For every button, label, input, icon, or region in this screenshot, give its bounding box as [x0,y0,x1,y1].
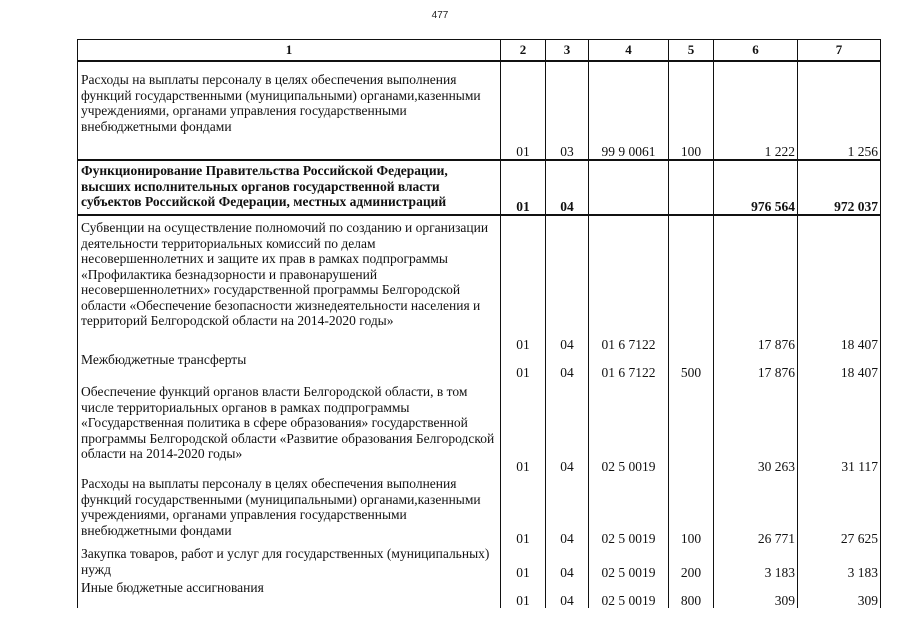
section-code: 01 [501,160,546,215]
table-row [78,215,881,352]
expense-type-code [669,380,714,474]
target-item-code: 01 6 7122 [589,215,669,352]
table-row [78,580,881,608]
section-code: 01 [501,580,546,608]
amount-year-1: 26 771 [714,474,798,546]
column-header-4: 4 [589,40,669,62]
table-row [78,61,881,160]
header-row [78,40,881,62]
table-row [78,474,881,546]
amount-year-2: 31 117 [798,380,881,474]
column-header-5: 5 [669,40,714,62]
subsection-code: 04 [546,580,589,608]
subsection-code: 04 [546,352,589,380]
subsection-code: 03 [546,61,589,160]
column-header-3: 3 [546,40,589,62]
amount-year-1: 1 222 [714,61,798,160]
expense-type-code [669,160,714,215]
row-name: Функционирование Правительства Российской Федерации, высших исполнительных органов государственной власти субъектов Российской Федерации, местных администраций [78,160,501,215]
expense-type-code [669,215,714,352]
section-code: 01 [501,546,546,580]
table-row [78,160,881,215]
target-item-code [589,160,669,215]
amount-year-2: 27 625 [798,474,881,546]
amount-year-2: 18 407 [798,352,881,380]
section-code: 01 [501,380,546,474]
section-code: 01 [501,352,546,380]
subsection-code: 04 [546,546,589,580]
target-item-code: 02 5 0019 [589,580,669,608]
amount-year-1: 17 876 [714,352,798,380]
column-header-2: 2 [501,40,546,62]
amount-year-1: 30 263 [714,380,798,474]
target-item-code: 02 5 0019 [589,474,669,546]
amount-year-1: 976 564 [714,160,798,215]
expense-type-code: 500 [669,352,714,380]
subsection-code: 04 [546,474,589,546]
row-name: Расходы на выплаты персоналу в целях обеспечения выполнения функций государственными (муниципальными) органами,казенными учреждениями, органами управления государственными внебюджетными фондами [78,61,501,160]
row-name: Закупка товаров, работ и услуг для государственных (муниципальных) нужд [78,546,501,580]
section-code: 01 [501,61,546,160]
target-item-code: 02 5 0019 [589,380,669,474]
amount-year-2: 972 037 [798,160,881,215]
table-row [78,380,881,474]
column-header-6: 6 [714,40,798,62]
amount-year-1: 309 [714,580,798,608]
row-name: Субвенции на осуществление полномочий по созданию и организации деятельности территориальных комиссий по делам несовершеннолетних и защите их прав в рамках подпрограммы «Профилактика безнадзорности и правонарушений несовершеннолетних» государственной программы Белгородской области «Обеспечение безопасности жизнедеятельности населения и территорий Белгородской области на 2014-2020 годы» [78,215,501,352]
amount-year-2: 18 407 [798,215,881,352]
page-number: 477 [431,10,449,21]
column-header-7: 7 [798,40,881,62]
target-item-code: 01 6 7122 [589,352,669,380]
amount-year-1: 3 183 [714,546,798,580]
target-item-code: 02 5 0019 [589,546,669,580]
target-item-code: 99 9 0061 [589,61,669,160]
subsection-code: 04 [546,215,589,352]
table-row [78,352,881,380]
expense-type-code: 200 [669,546,714,580]
table-row [78,546,881,580]
amount-year-2: 3 183 [798,546,881,580]
expense-type-code: 100 [669,61,714,160]
budget-table [77,39,881,608]
column-header-1: 1 [78,40,501,62]
row-name: Межбюджетные трансферты [78,352,501,380]
expense-type-code: 100 [669,474,714,546]
amount-year-2: 309 [798,580,881,608]
section-code: 01 [501,474,546,546]
subsection-code: 04 [546,160,589,215]
amount-year-2: 1 256 [798,61,881,160]
row-name: Расходы на выплаты персоналу в целях обеспечения выполнения функций государственными (муниципальными) органами,казенными учреждениями, органами управления государственными внебюджетными фондами [78,474,501,546]
row-name: Обеспечение функций органов власти Белгородской области, в том числе территориальных органов в рамках подпрограммы «Государственная политика в сфере образования» государственной программы Белгородской области «Развитие образования Белгородской области на 2014-2020 годы» [78,380,501,474]
row-name: Иные бюджетные ассигнования [78,580,501,608]
expense-type-code: 800 [669,580,714,608]
amount-year-1: 17 876 [714,215,798,352]
section-code: 01 [501,215,546,352]
subsection-code: 04 [546,380,589,474]
